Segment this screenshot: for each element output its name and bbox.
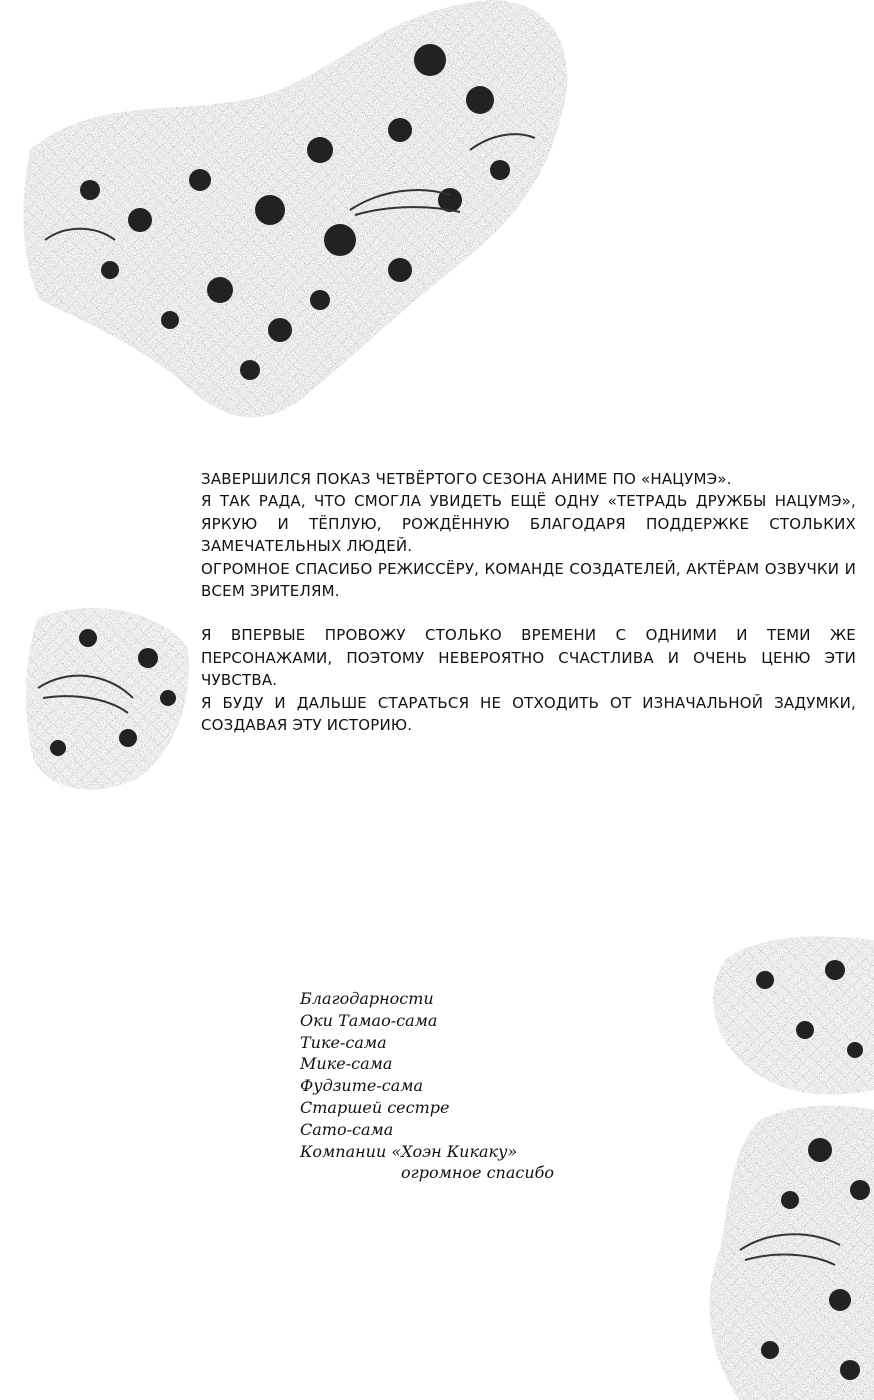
floral-brocade-decoration-top (20, 0, 580, 430)
acknowledgement-name: Сато-сама (300, 1119, 394, 1139)
acknowledgements (300, 988, 554, 1184)
acknowledgement-name: Мике-сама (300, 1054, 393, 1074)
acknowledgement-name: Фудзите-сама (300, 1076, 424, 1096)
paragraph-gap (201, 602, 856, 624)
acknowledgements-closing: огромное спасибо (401, 1163, 555, 1183)
acknowledgement-name: Старшей сестре (300, 1097, 450, 1117)
acknowledgement-name: Тике-сама (300, 1032, 387, 1052)
acknowledgement-name: Компании «Хоэн Кикаку» (300, 1141, 518, 1161)
afterword-line: Я БУДУ И ДАЛЬШЕ СТАРАТЬСЯ НЕ ОТХОДИТЬ ОТ ИЗНАЧАЛЬНОЙ ЗАДУМКИ, СОЗДАВАЯ ЭТУ ИСТОРИЮ. (201, 693, 856, 735)
acknowledgement-name: Оки Тамао-сама (300, 1010, 438, 1030)
afterword-line: ОГРОМНОЕ СПАСИБО РЕЖИССЁРУ, КОМАНДЕ СОЗДАТЕЛЕЙ, АКТЁРАМ ОЗВУЧКИ И ВСЕМ ЗРИТЕЛЯМ. (201, 559, 856, 601)
floral-brocade-decoration-left (18, 598, 193, 798)
afterword-line: Я ТАК РАДА, ЧТО СМОГЛА УВИДЕТЬ ЕЩЁ ОДНУ «ТЕТРАДЬ ДРУЖБЫ НАЦУМЭ», ЯРКУЮ И ТЁПЛУЮ, РОЖДЁННУЮ БЛАГОДАРЯ ПОДДЕРЖКЕ СТОЛЬКИХ ЗАМЕЧАТЕЛЬНЫХ ЛЮДЕЙ. (201, 492, 856, 556)
floral-brocade-decoration-right-top (705, 930, 874, 1100)
afterword-line: ЗАВЕРШИЛСЯ ПОКАЗ ЧЕТВЁРТОГО СЕЗОНА АНИМЕ ПО «НАЦУМЭ». (201, 470, 732, 488)
afterword-text (201, 468, 856, 736)
acknowledgements-heading: Благодарности (300, 989, 434, 1008)
afterword-line: Я ВПЕРВЫЕ ПРОВОЖУ СТОЛЬКО ВРЕМЕНИ С ОДНИМИ И ТЕМИ ЖЕ ПЕРСОНАЖАМИ, ПОЭТОМУ НЕВЕРОЯТНО СЧАСТЛИВА И ОЧЕНЬ ЦЕНЮ ЭТИ ЧУВСТВА. (201, 626, 856, 690)
floral-brocade-decoration-right-bottom (700, 1100, 874, 1400)
